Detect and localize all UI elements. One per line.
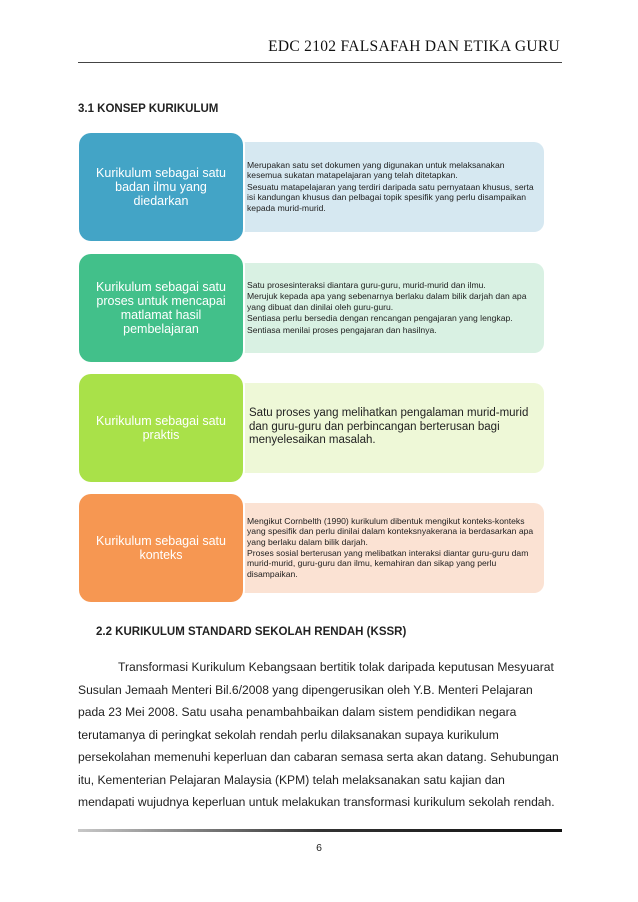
body-paragraph-container (78, 656, 562, 814)
bullet-item: • Satu prosesinteraksi diantara guru-guru, murid-murid dan ilmu. (239, 280, 536, 290)
bullet-item: • Sentiasa perlu bersedia dengan rencangan pengajaran yang lengkap. (239, 313, 536, 323)
bullet-item: • Satu proses yang melihatkan pengalaman murid-murid dan guru-guru dan perbincangan berterusan bagi menyelesaikan masalah. (239, 407, 536, 448)
diagram-label-box: Kurikulum sebagai satu konteks (79, 494, 243, 602)
diagram-panel (227, 383, 544, 473)
bullet-list (239, 160, 536, 214)
diagram-row-konteks (79, 494, 544, 602)
bullet-item: • Proses sosial berterusan yang melibatkan interaksi diantar guru-guru dam murid-murid, guru-guru dan ilmu, kemahiran dan sikap yang perlu disampaikan. (239, 548, 536, 579)
diagram-panel (227, 503, 544, 593)
diagram-row-praktis (79, 374, 544, 482)
bullet-item: • Sentiasa menilai proses pengajaran dan hasilnya. (239, 325, 536, 335)
section-heading-konsep-kurikulum: 3.1 KONSEP KURIKULUM (78, 103, 219, 115)
diagram-label-box: Kurikulum sebagai satu badan ilmu yang diedarkan (79, 133, 243, 241)
body-paragraph: Transformasi Kurikulum Kebangsaan bertitik tolak daripada keputusan Mesyuarat Susulan Jemaah Menteri Bil.6/2008 yang dipengerusikan oleh Y.B. Menteri Pelajaran pada 23 Mei 2008. Satu usaha penambahbaikan dalam sistem pendidikan negara terutamanya di peringkat sekolah rendah perlu dilaksanakan supaya kurikulum persekolahan memenuhi keperluan dan cabaran semasa serta akan datang. Sehubungan itu, Kementerian Pelajaran Malaysia (KPM) telah melaksanakan satu kajian dan mendapati wujudnya keperluan untuk melakukan transformasi kurikulum sekolah rendah. (78, 660, 559, 809)
diagram-label-box: Kurikulum sebagai satu praktis (79, 374, 243, 482)
diagram-row-badan-ilmu (79, 133, 544, 241)
diagram-label-box: Kurikulum sebagai satu proses untuk mencapai matlamat hasil pembelajaran (79, 254, 243, 362)
bullet-list (239, 516, 536, 580)
footer-divider (78, 829, 562, 832)
bullet-item: • Merupakan satu set dokumen yang digunakan untuk melaksanakan kesemua sukatan matapelajaran yang telah ditetapkan. (239, 160, 536, 181)
bullet-item: • Mengikut Cornbelth (1990) kurikulum dibentuk mengikut konteks-konteks yang spesifik dan perlu dinilai dalam konteksnyakerana ia berdasarkan apa yang berlaku dalam bilik darjah. (239, 516, 536, 547)
diagram-panel (227, 263, 544, 353)
bullet-item: • Sesuatu matapelajaran yang terdiri daripada satu pernyataan khusus, serta isi kandungan khusus dan pelbagai topik spesifik yang perlu disampaikan kepada murid-murid. (239, 182, 536, 213)
section-heading-kssr: 2.2 KURIKULUM STANDARD SEKOLAH RENDAH (KSSR) (96, 626, 407, 638)
diagram-row-proses (79, 254, 544, 362)
bullet-item: • Merujuk kepada apa yang sebenarnya berlaku dalam bilik darjah dan apa yang dibuat dan dinilai oleh guru-guru. (239, 291, 536, 312)
header-divider (78, 62, 562, 63)
page-number: 6 (316, 842, 322, 854)
diagram-panel (227, 142, 544, 232)
document-header-title: EDC 2102 FALSAFAH DAN ETIKA GURU (268, 38, 560, 55)
bullet-list (239, 280, 536, 336)
bullet-list (239, 407, 536, 449)
